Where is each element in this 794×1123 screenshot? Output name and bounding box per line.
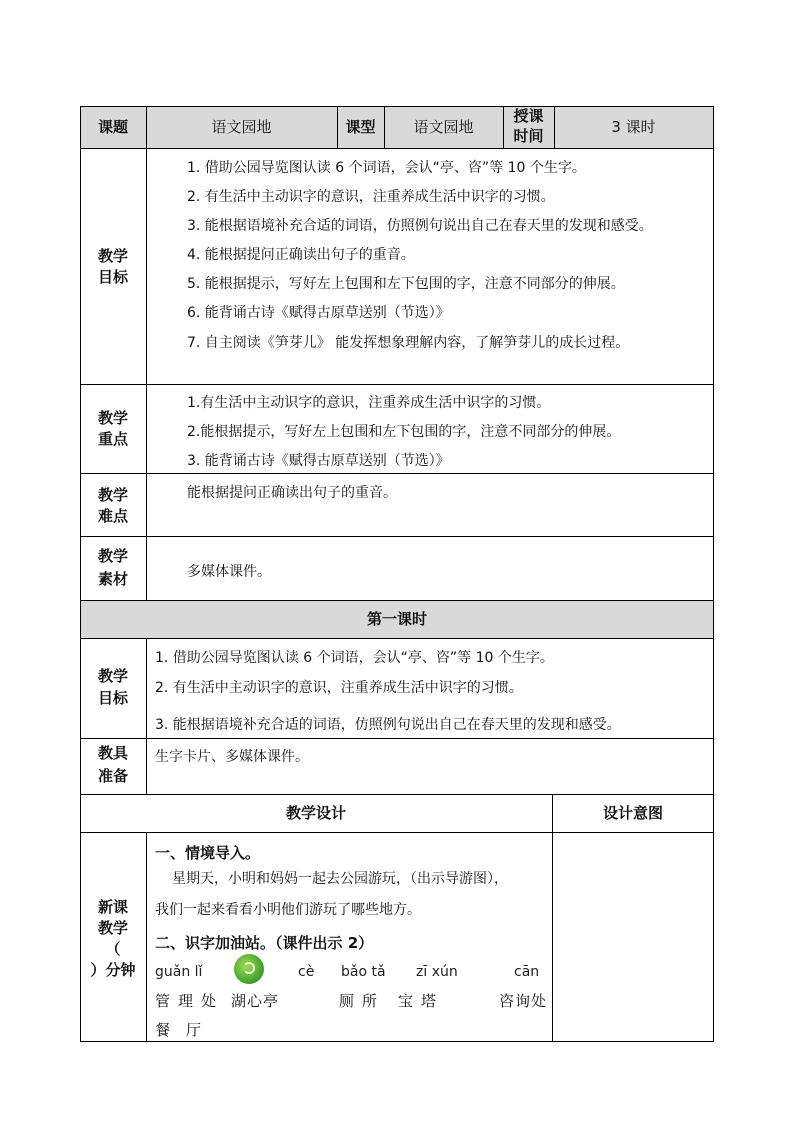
word-baota: 宝塔 [398, 992, 445, 1010]
topic-value: 语文园地 [211, 118, 272, 136]
difficulty-label-line2: 难点 [97, 507, 128, 525]
goal-item: 2. 有生活中主动识字的意识，注重养成生活中识字的习惯。 [187, 189, 555, 205]
period-goals-label-line1: 教学 [97, 667, 128, 685]
period-goals-label-line2: 目标 [97, 689, 128, 707]
topic-label: 课题 [97, 118, 128, 136]
pinyin-baota: bǎo tǎ [341, 964, 386, 980]
time-value: 3 课时 [611, 118, 656, 136]
section1-line2: 我们一起来看看小明他们游玩了哪些地方。 [155, 902, 421, 918]
materials-label-line1: 教学 [97, 547, 128, 565]
intent-column-header: 设计意图 [602, 804, 663, 822]
pinyin-guanli: guǎn lǐ [155, 964, 203, 980]
tools-label-line2: 准备 [97, 767, 128, 785]
goals-label-line1: 教学 [97, 247, 128, 265]
section2-title: 二、识字加油站。（课件出示 2） [155, 934, 374, 952]
type-label: 课型 [345, 118, 376, 136]
section1-line1: 星期天，小明和妈妈一起去公园游玩，（出示导游图）， [172, 871, 508, 887]
pinyin-ce: cè [298, 964, 315, 980]
new-lesson-label-line3: （ [105, 940, 121, 958]
type-value: 语文园地 [413, 118, 474, 136]
difficulty-label-line1: 教学 [97, 486, 128, 504]
period-goal-item: 2. 有生活中主动识字的意识，注重养成生活中识字的习惯。 [155, 680, 523, 696]
keypoint-item: 3. 能背诵古诗《赋得古原草送别（节选）》 [187, 453, 450, 469]
goal-item: 3. 能根据语境补充合适的词语，仿照例句说出自己在春天里的发现和感受。 [187, 218, 653, 234]
snail-icon [234, 954, 264, 984]
keypoints-label-line2: 重点 [97, 430, 128, 448]
materials-text: 多媒体课件。 [187, 564, 271, 580]
period-goal-item: 3. 能根据语境补充合适的词语，仿照例句说出自己在春天里的发现和感受。 [155, 717, 621, 733]
word-zixunchu: 咨询处 [499, 992, 548, 1010]
new-lesson-label-line1: 新课 [97, 898, 128, 916]
word-huxinting: 湖心亭 [231, 992, 280, 1010]
pinyin-zixun: zī xún [416, 964, 458, 980]
difficulty-text: 能根据提问正确读出句子的重音。 [187, 485, 397, 501]
tools-label-line1: 教具 [97, 744, 128, 762]
period-title: 第一课时 [366, 610, 427, 628]
lesson-plan-table [80, 106, 714, 1042]
period-goal-item: 1. 借助公园导览图认读 6 个词语，会认“亭、咨”等 10 个生字。 [155, 650, 554, 666]
section1-title: 一、情境导入。 [155, 844, 261, 862]
design-column-header: 教学设计 [285, 804, 346, 822]
word-canting: 餐厅 [155, 1021, 218, 1039]
goals-label-line2: 目标 [97, 268, 128, 286]
time-label-line2: 时间 [513, 127, 544, 145]
goal-item: 1. 借助公园导览图认读 6 个词语，会认“亭、咨”等 10 个生字。 [187, 160, 586, 176]
word-guanlichu: 管理处 [155, 992, 225, 1010]
keypoints-label-line1: 教学 [97, 409, 128, 427]
tools-text: 生字卡片、多媒体课件。 [155, 749, 309, 765]
keypoint-item: 2.能根据提示，写好左上包围和左下包围的字，注意不同部分的伸展。 [187, 424, 621, 440]
new-lesson-label-line4: ）分钟 [90, 961, 136, 979]
goal-item: 6. 能背诵古诗《赋得古原草送别（节选）》 [187, 305, 450, 321]
keypoint-item: 1.有生活中主动识字的意识，注重养成生活中识字的习惯。 [187, 395, 551, 411]
goal-item: 4. 能根据提问正确读出句子的重音。 [187, 247, 415, 263]
pinyin-can: cān [514, 964, 540, 980]
word-cesuo: 厕所 [339, 992, 386, 1010]
goal-item: 5. 能根据提示，写好左上包围和左下包围的字，注意不同部分的伸展。 [187, 276, 625, 292]
goal-item: 7. 自主阅读《笋芽儿》 能发挥想象理解内容，了解笋芽儿的成长过程。 [187, 335, 630, 351]
materials-label-line2: 素材 [97, 570, 128, 588]
new-lesson-label-line2: 教学 [97, 919, 128, 937]
time-label-line1: 授课 [513, 107, 544, 125]
